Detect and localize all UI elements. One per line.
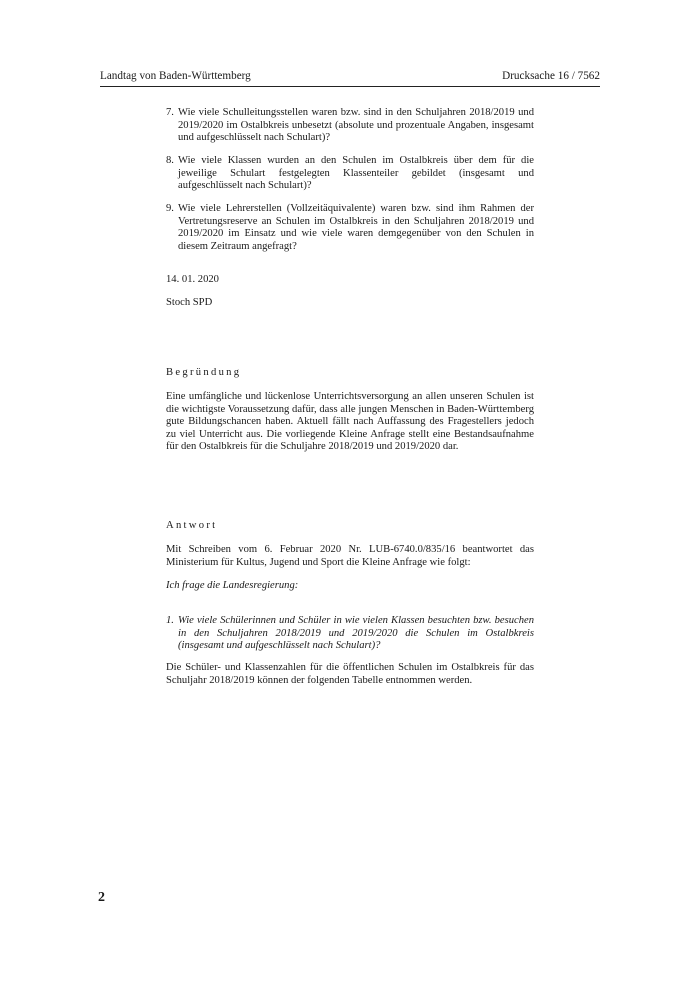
antwort-intro: Mit Schreiben vom 6. Februar 2020 Nr. LUB-6740.0/835/16 beantwortet das Ministerium für Kultus, Jugend und Sport die Kleine Anfrage wie folgt: — [166, 544, 534, 568]
date: 14. 01. 2020 — [166, 274, 219, 285]
question-text: Wie viele Schülerinnen und Schüler in wie vielen Klassen besuchten bzw. besuchen in den Schuljahren 2018/2019 und 2019/2020 die Schulen im Ostalbkreis (insgesamt und aufgeschlüsselt nach Schulart)? — [178, 615, 534, 652]
antwort-heading: Antwort — [166, 520, 218, 531]
page-header — [100, 70, 600, 88]
question-text: Wie viele Schulleitungsstellen waren bzw. sind in den Schuljahren 2018/2019 und 2019/2020 im Ostalbkreis unbesetzt (absolute und prozentuale Angaben, insgesamt und aufgeschlüsselt nach Schulart)? — [178, 107, 534, 144]
question-8 — [166, 155, 534, 193]
header-rule — [100, 86, 600, 87]
page-number: 2 — [98, 890, 105, 905]
question-number: 7. — [166, 107, 174, 118]
begruendung-text: Eine umfängliche und lückenlose Unterrichtsversorgung an allen unseren Schulen ist die wichtigste Voraussetzung dafür, dass alle jungen Menschen in Baden-Württemberg gute Bildungschancen haben. Aktuell fällt nach Auffassung des Fragestellers jedoch zu viel Unterricht aus. Die vorliegende Kleine Anfrage stellt eine Bestandsaufnahme für den Ostalbkreis für die Schuljahre 2018/2019 und 2019/2020 dar. — [166, 391, 534, 453]
author: Stoch SPD — [166, 297, 213, 308]
question-text: Wie viele Lehrerstellen (Vollzeitäquivalente) waren bzw. sind ihm Rahmen der Vertretungsreserve an Schulen im Ostalbkreis in den Schuljahren 2018/2019 und 2019/2020 im Einsatz und wie viele waren demgegenüber von den Schulen in diesem Zeitraum angefragt? — [178, 203, 534, 252]
begruendung-heading: Begründung — [166, 367, 242, 378]
header-right: Drucksache 16 / 7562 — [502, 70, 600, 82]
question-number: 1. — [166, 615, 174, 626]
question-9 — [166, 203, 534, 253]
header-left: Landtag von Baden-Württemberg — [100, 70, 251, 82]
frage-intro: Ich frage die Landesregierung: — [166, 580, 299, 591]
antwort-question-1 — [166, 615, 534, 653]
question-number: 8. — [166, 155, 174, 166]
question-7 — [166, 107, 534, 145]
question-number: 9. — [166, 203, 174, 214]
question-text: Wie viele Klassen wurden an den Schulen im Ostalbkreis über dem für die jeweilige Schulart festgelegten Klassenteiler gebildet (insgesamt und aufgeschlüsselt nach Schulart)? — [178, 155, 534, 192]
answer-1-text: Die Schüler- und Klassenzahlen für die öffentlichen Schulen im Ostalbkreis für das Schuljahr 2018/2019 können der folgenden Tabelle entnommen werden. — [166, 662, 534, 686]
